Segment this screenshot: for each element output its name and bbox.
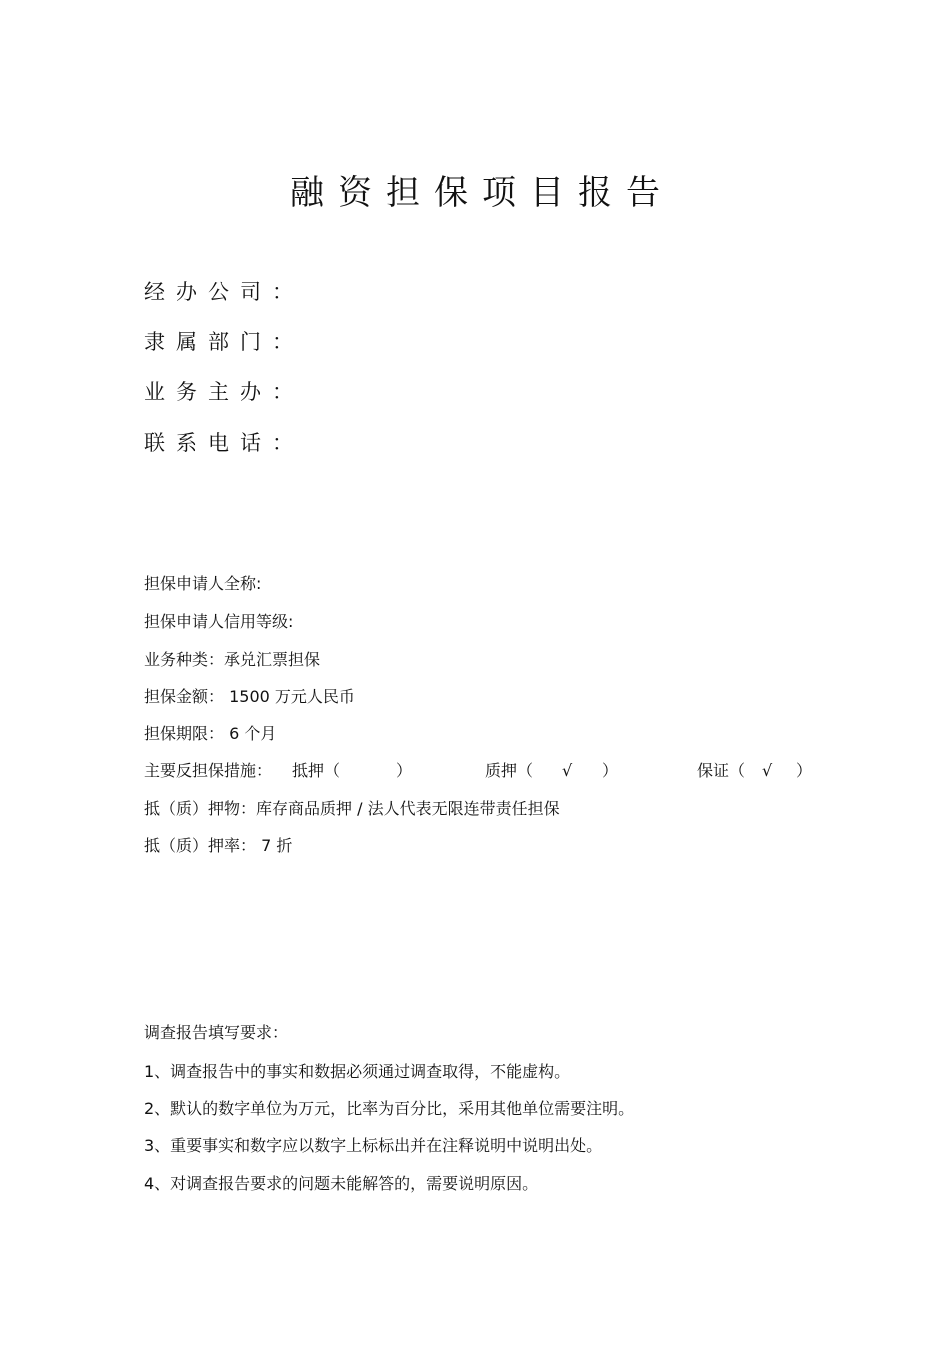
guarantee-option-label: 保证（ [697,761,746,780]
guarantee-check-mark: √ [762,761,773,780]
requirement-item: 4、对调查报告要求的问题未能解答的，需要说明原因。 [144,1174,539,1193]
guarantee-amount-line: 担保金额： 1500 万元人民币 [144,687,355,706]
pledge-check-mark: √ [562,761,573,780]
mortgage-option-label: 抵押（ [292,761,341,780]
pledge-option-close: ） [602,761,619,780]
counter-guarantee-measures-line [144,759,824,783]
pledge-option-label: 质押（ [485,761,534,780]
guarantee-term-line: 担保期限： 6 个月 [144,724,277,743]
page-title: 融资担保项目报告 [290,173,674,213]
requirement-item: 2、默认的数字单位为万元，比率为百分比，采用其他单位需要注明。 [144,1099,635,1118]
field-business-manager: 业务主办： [144,380,304,404]
collateral-line: 抵（质）押物：库存商品质押 / 法人代表无限连带责任担保 [144,799,560,818]
guarantee-option-close: ） [796,761,813,780]
credit-rating-line: 担保申请人信用等级: [144,612,294,631]
field-contact-phone: 联系电话： [144,431,304,455]
applicant-name-line: 担保申请人全称: [144,574,262,593]
field-department: 隶属部门： [144,330,304,354]
field-handling-company: 经办公司： [144,280,304,304]
requirements-heading: 调查报告填写要求： [144,1023,289,1042]
business-type-line: 业务种类：承兑汇票担保 [144,650,321,669]
requirement-item: 3、重要事实和数字应以数字上标标出并在注释说明中说明出处。 [144,1136,603,1155]
requirement-item: 1、调查报告中的事实和数据必须通过调查取得，不能虚构。 [144,1062,571,1081]
pledge-rate-line: 抵（质）押率： 7 折 [144,836,293,855]
measures-label: 主要反担保措施： [144,761,273,780]
mortgage-option-close: ） [396,761,413,780]
